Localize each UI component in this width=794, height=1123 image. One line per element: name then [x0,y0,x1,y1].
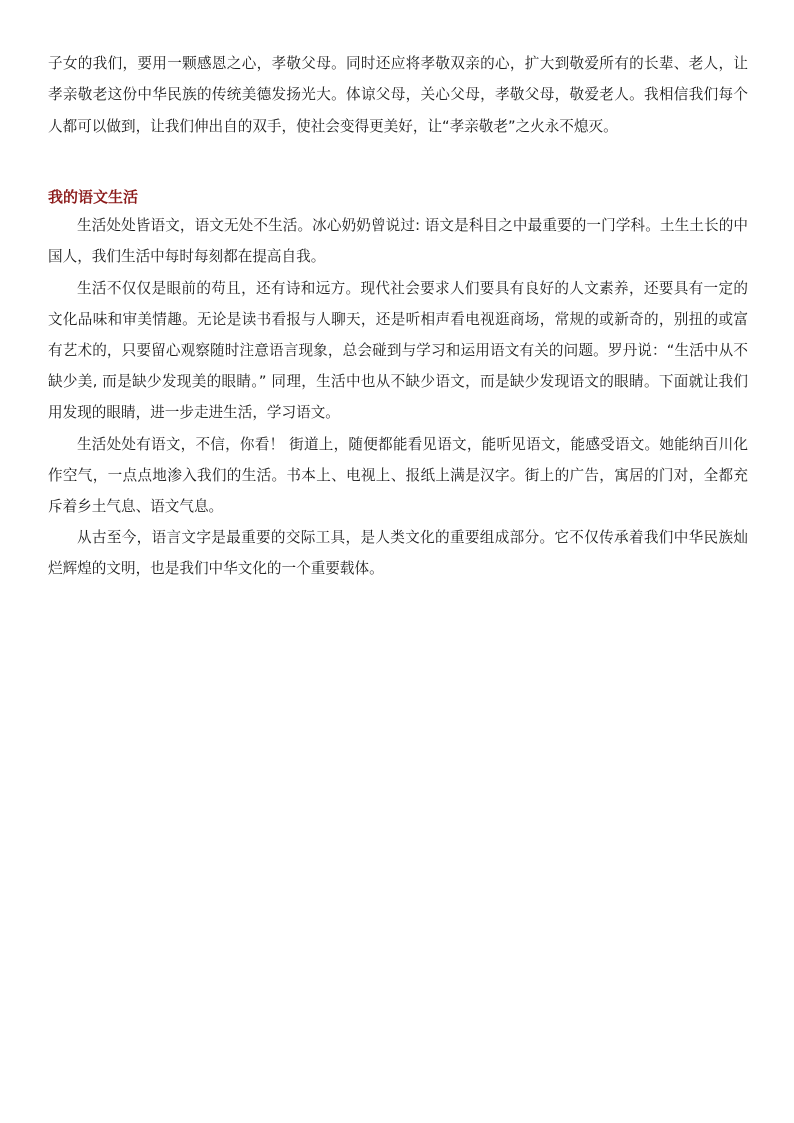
section-heading: 我的语文生活 [48,188,139,207]
intro-paragraph: 子女的我们，要用一颗感恩之心，孝敬父母。同时还应将孝敬双亲的心，扩大到敬爱所有的长辈、老人，让孝亲敬老这份中华民族的传统美德发扬光大。体谅父母，关心父母，孝敬父母，敬爱老人。我相信我们每个人都可以做到，让我们伸出自的双手，使社会变得更美好，让“孝亲敬老”之火永不熄灭。 [48,55,748,135]
section-paragraph-3: 生活处处有语文，不信，你看！ 街道上，随便都能看见语文，能听见语文，能感受语文。她能纳百川化作空气，一点点地渗入我们的生活。书本上、电视上、报纸上满是汉字。街上的广告，寓居的门对，全都充斥着乡土气息、语文气息。 [48,435,748,516]
document-page [48,48,748,585]
section-paragraph-4: 从古至今，语言文字是最重要的交际工具，是人类文化的重要组成部分。它不仅传承着我们中华民族灿烂辉煌的文明，也是我们中华文化的一个重要载体。 [48,529,748,578]
section-paragraph-1: 生活处处皆语文，语文无处不生活。冰心奶奶曾说过: 语文是科目之中最重要的一门学科。土生土长的中国人，我们生活中每时每刻都在提高自我。 [48,217,748,266]
section-body [48,210,748,584]
section-paragraph-2: 生活不仅仅是眼前的苟且，还有诗和远方。现代社会要求人们要具有良好的人文素养，还要具有一定的文化品味和审美情趣。无论是读书看报与人聊天，还是听相声看电视逛商场，常规的或新奇的，别扭的或富有艺术的，只要留心观察随时注意语言现象，总会碰到与学习和运用语文有关的问题。罗丹说：“生活中从不缺少美, 而是缺少发现美的眼睛。” 同理，生活中也从不缺少语文，而是缺少发现语文的眼睛。下面就让我们用发现的眼睛，进一步走进生活，学习语文。 [48,279,748,422]
